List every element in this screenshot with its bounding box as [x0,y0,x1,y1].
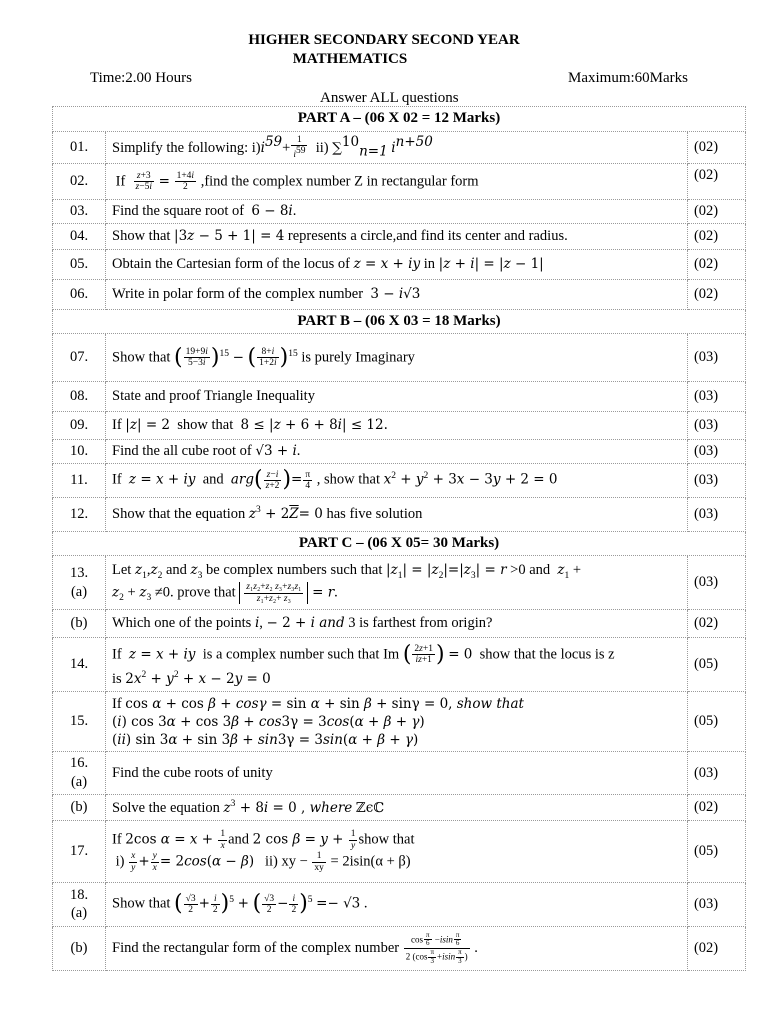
part-c-title: PART C – (06 X 05= 30 Marks) [53,531,746,556]
question-row [53,794,746,820]
question-text: Solve the equation $z^3 + 8i = 0$ , where ℤϵℂ [106,794,688,820]
question-row [53,638,746,692]
exam-title: HIGHER SECONDARY SECOND YEAR [248,32,520,48]
question-mark: (03) [687,412,745,440]
question-mark: (02) [687,249,745,279]
question-number: 15. [53,692,106,752]
question-mark: (03) [687,382,745,412]
question-row [53,882,746,926]
question-text: Show that the equation $z^3 + 2\overline{Z}= 0$ has five solution [106,497,688,531]
question-row [53,131,746,164]
question-row [53,164,746,200]
question-number: 08. [53,382,106,412]
question-number: (b) [53,926,106,970]
question-text: State and proof Triangle Inequality [106,382,688,412]
question-mark: (02) [687,131,745,164]
question-number: 09. [53,412,106,440]
question-row [53,556,746,610]
exam-subject: MATHEMATICS [292,51,408,67]
question-row [53,200,746,224]
question-text: Show that |3z − 5 + 1| = 4 represents a circle,and find its center and radius. [106,223,688,249]
question-row [53,464,746,498]
question-mark: (03) [687,464,745,498]
question-number: 12. [53,497,106,531]
question-mark: (05) [687,692,745,752]
question-text: If 2cos α = x + $\frac{1}{x}$ and 2 cos β = y + $\frac{1}{y}$ show that i) $\frac{x}{y}$ + $\frac{y}{x}$ = 2cos(α − β) ii) xy − $\frac{1}{xy}$ = 2isin(α + β) [106,820,688,882]
question-number: (b) [53,794,106,820]
question-number: 05. [53,249,106,279]
part-b-title: PART B – (06 X 03 = 18 Marks) [53,309,746,334]
exam-time: Time:2.00 Hours [90,70,192,86]
question-number: 01. [53,131,106,164]
question-text: If z = x + iy is a complex number such that Im ( $\frac{2z+1}{iz+1}$ ) = 0 show that the locus is z is $2x^2 + y^2 + x - 2y = 0$ [106,638,688,692]
question-row [53,334,746,382]
question-mark: (05) [687,638,745,692]
question-number: 10. [53,440,106,464]
question-mark: (02) [687,610,745,638]
question-number: 03. [53,200,106,224]
question-number: 18. (a) [53,882,106,926]
question-text: Which one of the points i, − 2 + i and 3 is farthest from origin? [106,610,688,638]
question-row [53,412,746,440]
question-text: Find the all cube root of √3 + i. [106,440,688,464]
question-number: 14. [53,638,106,692]
question-table [52,106,746,971]
question-row [53,610,746,638]
question-mark: (02) [687,200,745,224]
question-row [53,279,746,309]
question-row [53,223,746,249]
question-text: Write in polar form of the complex number 3 − i√3 [106,279,688,309]
question-row [53,440,746,464]
question-text: Find the rectangular form of the complex number cos $\frac{\pi}{6}$ −isin $\frac{\pi}{6}$ 2 (cos $\frac{\pi}{3}$ +isin $\frac{\pi}{3}$ ) . [106,926,688,970]
question-mark: (03) [687,334,745,382]
question-text: If z = x + iy and arg( $\frac{z-i}{z+2}$ )= $\frac{\pi}{4}$ , show that $x^2 + y^2 + 3x - 3y + 2 = 0$ [106,464,688,498]
question-text: Find the square root of 6 − 8i. [106,200,688,224]
question-mark: (03) [687,882,745,926]
part-c-header [53,531,746,556]
question-text: If |z| = 2 show that 8 ≤ |z + 6 + 8i| ≤ 12. [106,412,688,440]
question-text: Show that ( $\frac{19+9i}{5-3i}$ )$^{15}$ − ( $\frac{8+i}{1+2i}$ )$^{15}$ is purely Imaginary [106,334,688,382]
question-mark: (03) [687,752,745,795]
question-text: Obtain the Cartesian form of the locus of z = x + iy in |z + i| = |z − 1| [106,249,688,279]
part-a-header [53,107,746,132]
question-row [53,692,746,752]
question-mark: (02) [687,794,745,820]
question-text: Find the cube roots of unity [106,752,688,795]
question-number: (b) [53,610,106,638]
question-text: Let $z_1,z_2$ and $z_3$ be complex numbers such that $|z_1| = |z_2|=|z_3| = r >0$ and $z_1$ + $z_2 + z_3 \ne 0$. prove that $\frac{\text{z₁z₂+z₂ z₃+z₃z₁}}{\text{z₁+z₂+ z₃}}$ = r. [106,556,688,610]
question-mark: (05) [687,820,745,882]
question-mark: (02) [687,279,745,309]
question-row [53,497,746,531]
question-row [53,382,746,412]
question-row [53,926,746,970]
question-text: If $\frac{z+3}{z-5i}$ = $\frac{1+4i}{2}$ ,find the complex number Z in rectangular form [106,164,688,200]
part-b-header [53,309,746,334]
question-number: 17. [53,820,106,882]
question-mark: (02) [687,164,745,200]
question-number: 13. (a) [53,556,106,610]
question-row [53,752,746,795]
question-row [53,820,746,882]
question-mark: (03) [687,556,745,610]
exam-max-marks: Maximum:60Marks [568,70,688,86]
question-mark: (02) [687,223,745,249]
question-number: 04. [53,223,106,249]
question-number: 07. [53,334,106,382]
question-text: If cos α + cos β + cosγ = sin α + sin β + sinγ = 0, show that (i) cos 3α + cos 3β + cos3γ = 3cos(α + β + γ) (ii) sin 3α + sin 3β + sin3γ = 3sin(α + β + γ) [106,692,688,752]
question-text: Simplify the following: $i)i^{59}+$ $\frac{1}{i^{59}}$ ii) ∑$^{10}_{n=1}$ $i^{n+50}$ [106,131,688,164]
question-mark: (02) [687,926,745,970]
question-number: 11. [53,464,106,498]
question-number: 16. (a) [53,752,106,795]
question-text: Show that ( $\frac{√3}{2}$ + $\frac{i}{2}$ )$^5$ + ( $\frac{√3}{2}$ − $\frac{i}{2}$ )$^5$ =− √3 . [106,882,688,926]
question-mark: (03) [687,497,745,531]
question-row [53,249,746,279]
part-a-title: PART A – (06 X 02 = 12 Marks) [53,107,746,132]
exam-instruction: Answer ALL questions [320,90,459,106]
question-mark: (03) [687,440,745,464]
question-number: 02. [53,164,106,200]
question-number: 06. [53,279,106,309]
